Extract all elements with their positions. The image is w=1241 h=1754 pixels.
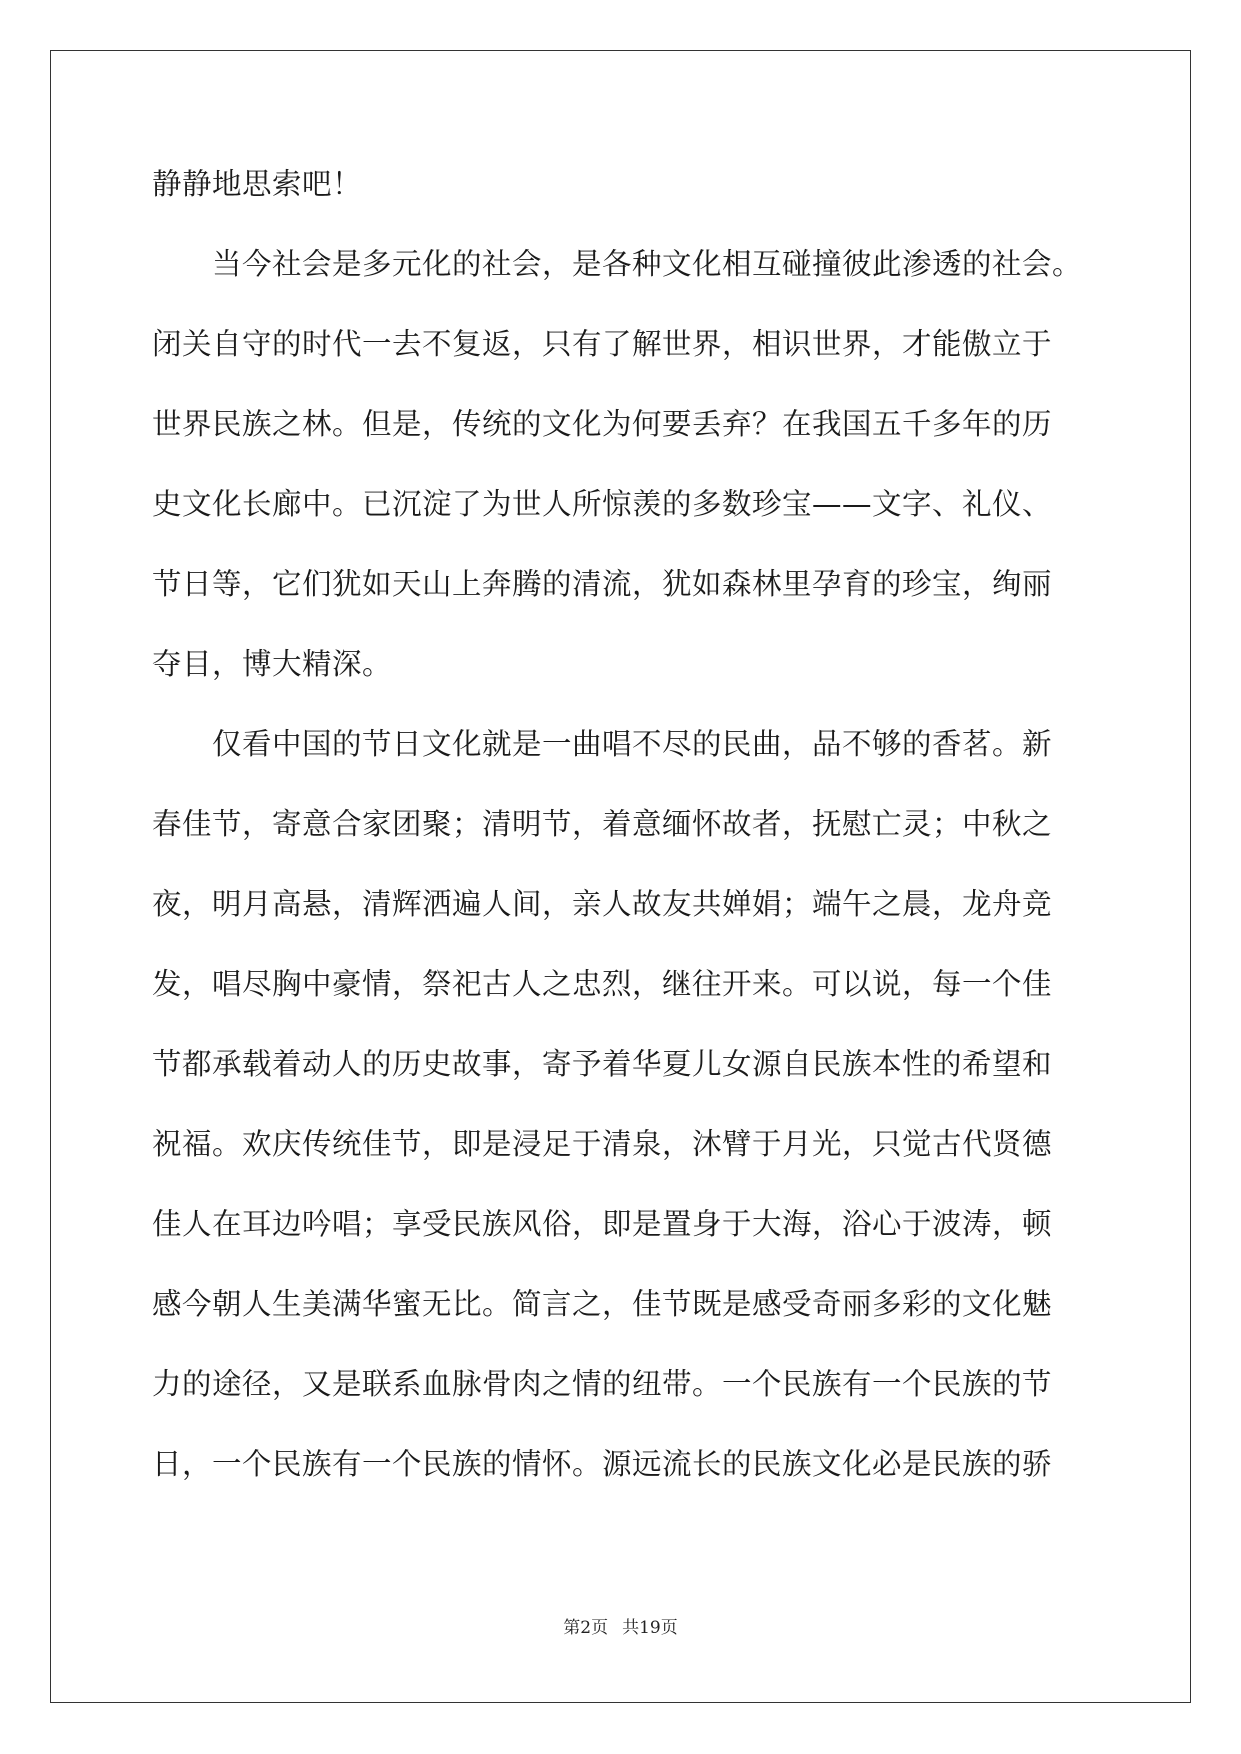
page-number: 第2页 — [563, 1618, 609, 1638]
text-line: 世界民族之林。但是，传统的文化为何要丢弃？在我国五千多年的历 — [152, 407, 1053, 441]
page-total: 共19页 — [622, 1618, 678, 1638]
page-footer — [0, 1616, 1241, 1640]
text-line: 夜，明月高悬，清辉洒遍人间，亲人故友共婵娟；端午之晨，龙舟竞 — [152, 887, 1053, 921]
text-line: 发，唱尽胸中豪情，祭祀古人之忠烈，继往开来。可以说，每一个佳 — [152, 967, 1053, 1001]
text-line: 当今社会是多元化的社会，是各种文化相互碰撞彼此渗透的社会。 — [212, 247, 1083, 281]
text-line: 仅看中国的节日文化就是一曲唱不尽的民曲，品不够的香茗。新 — [212, 727, 1053, 761]
text-line: 夺目，博大精深。 — [152, 647, 393, 681]
text-line: 闭关自守的时代一去不复返，只有了解世界，相识世界，才能傲立于 — [152, 327, 1053, 361]
text-line: 史文化长廊中。已沉淀了为世人所惊羡的多数珍宝——文字、礼仪、 — [152, 487, 1053, 521]
text-line: 佳人在耳边吟唱；享受民族风俗，即是置身于大海，浴心于波涛，顿 — [152, 1207, 1053, 1241]
text-line: 感今朝人生美满华蜜无比。简言之，佳节既是感受奇丽多彩的文化魅 — [152, 1287, 1053, 1321]
text-line: 力的途径，又是联系血脉骨肉之情的纽带。一个民族有一个民族的节 — [152, 1367, 1053, 1401]
text-line: 节日等，它们犹如天山上奔腾的清流，犹如森林里孕育的珍宝，绚丽 — [152, 567, 1053, 601]
text-line: 节都承载着动人的历史故事，寄予着华夏儿女源自民族本性的希望和 — [152, 1047, 1053, 1081]
text-line: 静静地思索吧！ — [152, 167, 363, 201]
text-line: 日，一个民族有一个民族的情怀。源远流长的民族文化必是民族的骄 — [152, 1447, 1053, 1481]
text-line: 祝福。欢庆传统佳节，即是浸足于清泉，沐臂于月光，只觉古代贤德 — [152, 1127, 1053, 1161]
text-line: 春佳节，寄意合家团聚；清明节，着意缅怀故者，抚慰亡灵；中秋之 — [152, 807, 1053, 841]
